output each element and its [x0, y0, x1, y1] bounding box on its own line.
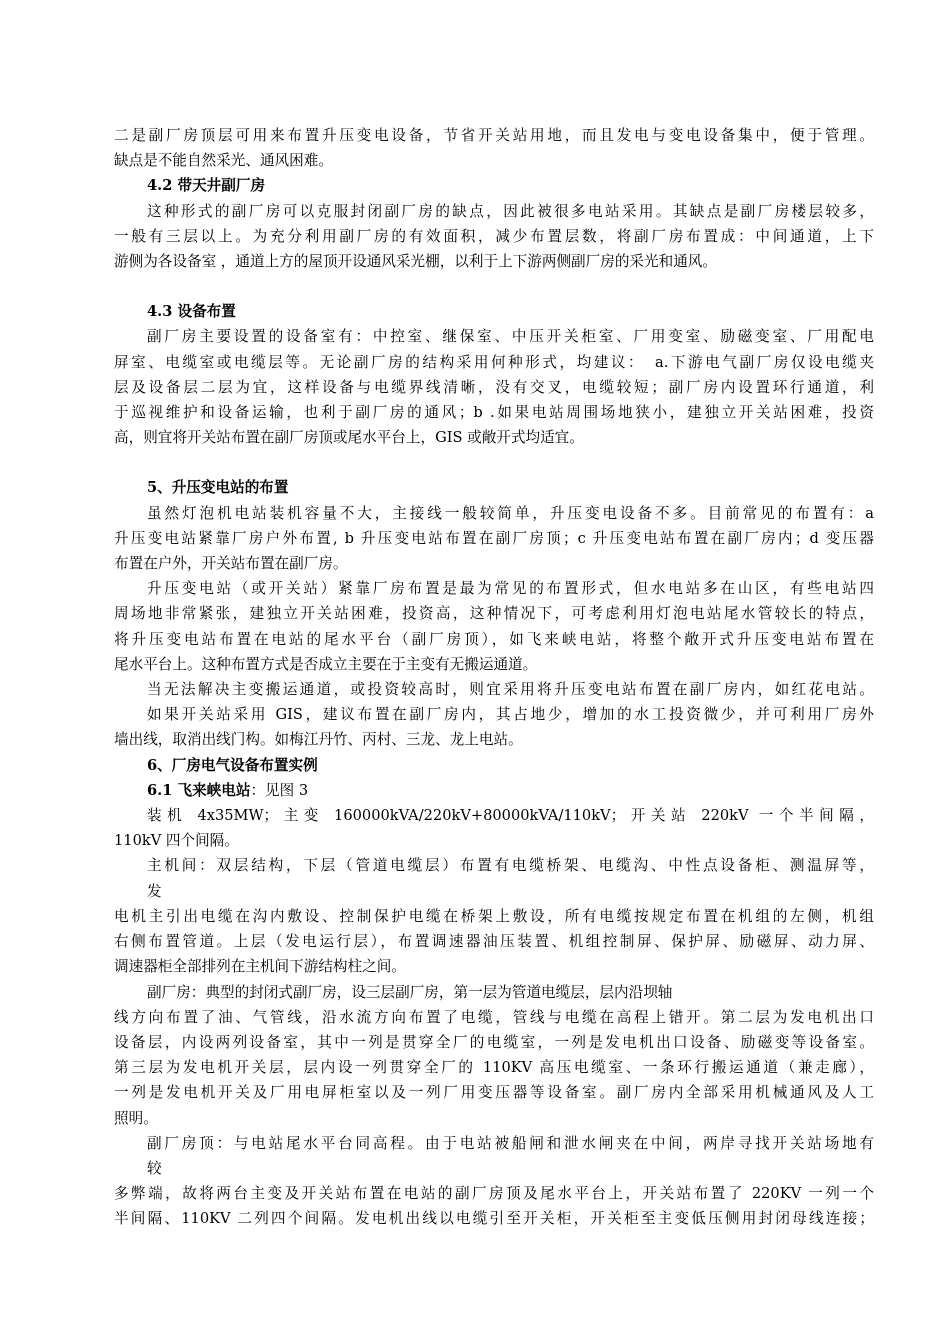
section-heading-6: 6、厂房电气设备布置实例 — [147, 756, 318, 774]
text-line: 发 — [147, 882, 162, 900]
section-heading-5: 5、升压变电站的布置 — [147, 479, 289, 497]
text-line: 较 — [147, 1159, 162, 1177]
text-line: 电机主引出电缆在沟内敷设、控制保护电缆在桥架上敷设，所有电缆按规定布置在机组的左侧，机组 — [114, 907, 874, 925]
text-line: 当无法解决主变搬运通道，或投资较高时，则宜采用将升压变电站布置在副厂房内，如红花电站。 — [147, 681, 874, 699]
text-line: 调速器柜全部排列在主机间下游结构柱之间。 — [114, 958, 406, 976]
text-line: 半间隔、110KV 二列四个间隔。发电机出线以电缆引至开关柜，开关柜至主变低压侧用封闭母线连接； — [114, 1210, 874, 1228]
text-line: 升压变电站紧靠厂房户外布置, b 升压变电站布置在副厂房顶；c 升压变电站布置在副厂房内；d 变压器 — [114, 529, 874, 547]
text-line: 虽然灯泡机电站装机容量不大，主接线一般较简单，升压变电设备不多。目前常见的布置有：a — [147, 504, 874, 522]
text-line: 主机间：双层结构，下层（管道电缆层）布置有电缆桥架、电缆沟、中性点设备柜、测温屏等， — [147, 857, 874, 875]
text-line: 多弊端，故将两台主变及开关站布置在电站的副厂房顶及尾水平台上，开关站布置了 220KV 一列一个 — [114, 1185, 874, 1203]
text-line: 线方向布置了油、气管线，沿水流方向布置了电缆，管线与电缆在高程上错开。第二层为发电机出口 — [114, 1008, 874, 1026]
heading-6-1-bold: 6.1 飞来峡电站 — [147, 781, 251, 799]
text-line: 右侧布置管道。上层（发电运行层），布置调速器油压装置、机组控制屏、保护屏、励磁屏、动力屏、 — [114, 933, 874, 951]
section-heading-4-2: 4.2 带天井副厂房 — [147, 177, 266, 195]
text-line: 一般有三层以上。为充分利用副厂房的有效面积，减少布置层数，将副厂房布置成：中间通道，上下 — [114, 227, 874, 245]
blank-line — [114, 274, 874, 299]
text-line: 布置在户外，开关站布置在副厂房。 — [114, 555, 348, 573]
text-line: 照明。 — [114, 1109, 158, 1127]
text-line: 如果开关站采用 GIS，建议布置在副厂房内，其占地少，增加的水工投资微少，并可利用厂房外 — [147, 706, 874, 724]
text-line: 装机 4x35MW；主变 160000kVA/220kV+80000kVA/110kV；开关站 220kV 一个半间隔， — [147, 807, 874, 825]
text-line: 设备层，内设两列设备室，其中一列是贯穿全厂的电缆室，一列是发电机出口设备、励磁变等设备室。 — [114, 1033, 874, 1051]
text-line: 尾水平台上。这种布置方式是否成立主要在于主变有无搬运通道。 — [114, 655, 538, 673]
section-heading-6-1 — [114, 778, 874, 803]
blank-line — [114, 450, 874, 475]
text-line: 一列是发电机开关及厂用电屏柜室以及一列厂用变压器等设备室。副厂房内全部采用机械通风及人工 — [114, 1084, 874, 1102]
text-line: 于巡视维护和设备运输，也利于副厂房的通风；b .如果电站周围场地狭小，建独立开关站困难，投资 — [114, 404, 874, 422]
section-heading-4-3: 4.3 设备布置 — [147, 303, 236, 321]
document-body — [114, 123, 874, 1232]
text-line: 升压变电站（或开关站）紧靠厂房布置是最为常见的布置形式，但水电站多在山区，有些电站四 — [147, 580, 874, 598]
text-line: 这种形式的副厂房可以克服封闭副厂房的缺点，因此被很多电站采用。其缺点是副厂房楼层较多， — [147, 202, 874, 220]
text-line: 墙出线，取消出线门构。如梅江丹竹、丙村、三龙、龙上电站。 — [114, 731, 523, 749]
text-line: 游侧为各设备室 ，通道上方的屋顶开设通风采光棚，以利于上下游两侧副厂房的采光和通风。 — [114, 253, 717, 271]
text-line: 二是副厂房顶层可用来布置升压变电设备，节省开关站用地，而且发电与变电设备集中，便于管理。 — [114, 127, 874, 144]
text-line: 缺点是不能自然采光、通风困难。 — [114, 152, 333, 170]
text-line: 副厂房顶：与电站尾水平台同高程。由于电站被船闸和泄水闸夹在中间，两岸寻找开关站场地有 — [147, 1134, 874, 1152]
text-line: 副厂房主要设置的设备室有：中控室、继保室、中压开关柜室、厂用变室、励磁变室、厂用配电 — [147, 328, 874, 346]
text-line: 屏室、电缆室或电缆层等。无论副厂房的结构采用何种形式，均建议： a.下游电气副厂房仅设电缆夹 — [114, 353, 874, 371]
text-line: 110kV 四个间隔。 — [114, 832, 239, 850]
text-line: 层及设备层二层为宜，这样设备与电缆界线清晰，没有交叉，电缆较短；副厂房内设置环行通道，利 — [114, 378, 874, 396]
heading-6-1-rest: ：见图 3 — [250, 781, 309, 799]
text-line: 周场地非常紧张，建独立开关站困难，投资高，这种情况下，可考虑利用灯泡电站尾水管较长的特点， — [114, 605, 874, 623]
text-line: 副厂房：典型的封闭式副厂房，设三层副厂房，第一层为管道电缆层，层内沿坝轴 — [147, 983, 673, 1001]
text-line: 高，则宜将开关站布置在副厂房顶或尾水平台上，GIS 或敞开式均适宜。 — [114, 429, 584, 447]
text-line: 第三层为发电机开关层，层内设一列贯穿全厂的 110KV 高压电缆室、一条环行搬运通道（兼走廊）， — [114, 1059, 874, 1077]
text-line: 将升压变电站布置在电站的尾水平台（副厂房顶），如飞来峡电站，将整个敞开式升压变电站布置在 — [114, 630, 874, 648]
